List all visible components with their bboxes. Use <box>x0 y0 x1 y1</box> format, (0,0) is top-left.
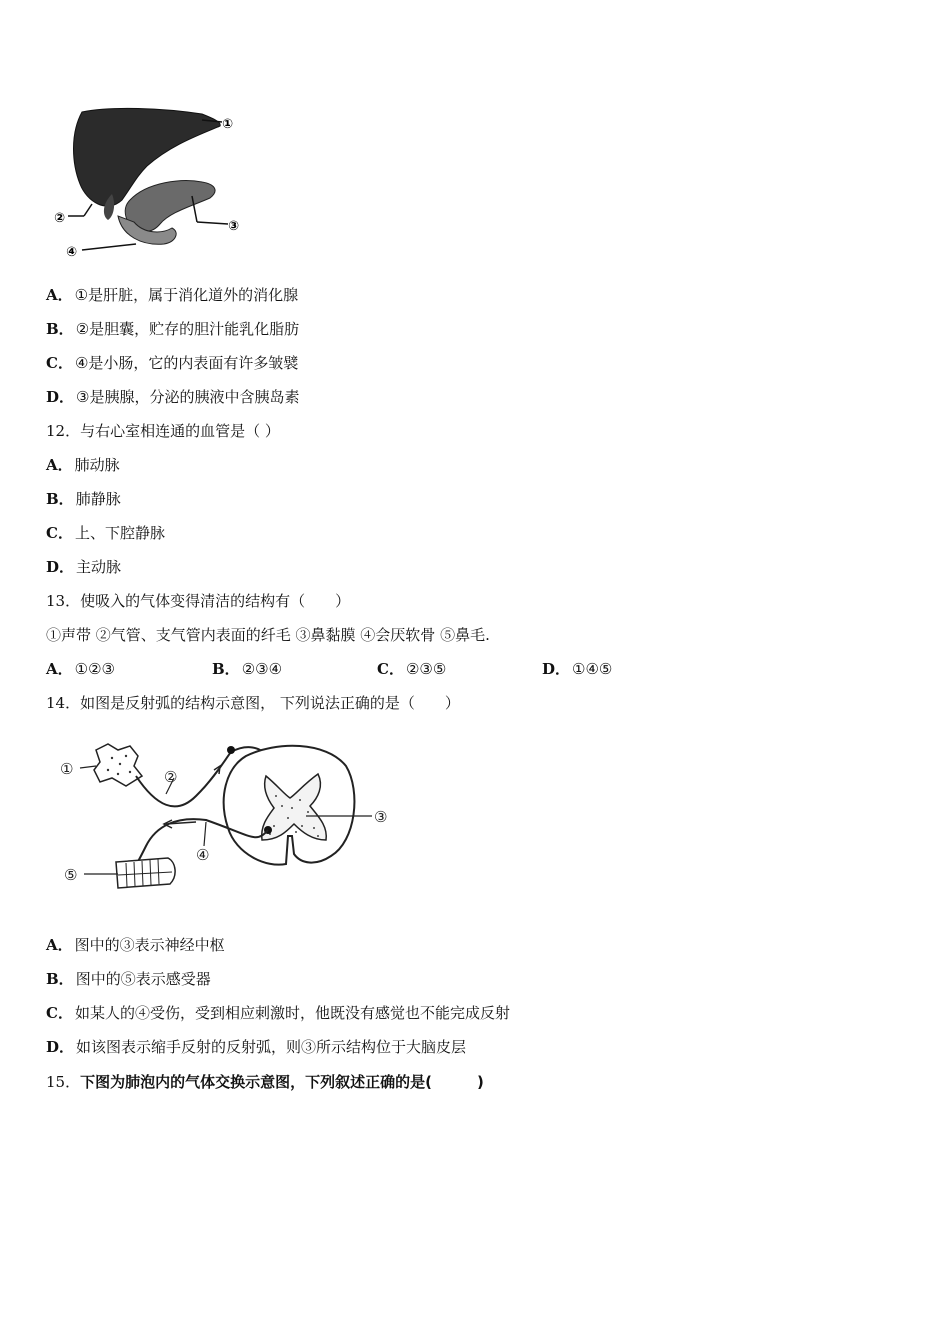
receptor-shape <box>94 744 142 786</box>
label-5: ⑤ <box>64 866 78 884</box>
option-letter: A． <box>46 936 73 954</box>
option-text: ④是小肠，它的内表面有许多皱襞 <box>74 354 299 372</box>
label-3: ③ <box>374 808 388 826</box>
option-letter: A． <box>46 660 73 678</box>
option-text: 上、下腔静脉 <box>74 524 165 542</box>
option-letter: C． <box>46 1004 73 1022</box>
option-letter: B． <box>46 320 74 338</box>
q13-items: ①声带 ②气管、支气管内表面的纤毛 ③鼻黏膜 ④会厌软骨 ⑤鼻毛. <box>46 626 490 644</box>
option-letter: C． <box>46 524 73 542</box>
q14-option-c <box>46 1003 510 1023</box>
q12-option-d <box>46 557 121 577</box>
option-text: 肺静脉 <box>75 490 121 508</box>
label-4: ④ <box>66 245 78 260</box>
option-letter: D． <box>46 558 75 576</box>
option-text: ③是胰腺，分泌的胰液中含胰岛素 <box>76 388 300 406</box>
label-2: ② <box>164 768 178 786</box>
option-letter: A． <box>46 286 73 304</box>
option-letter: B． <box>46 490 74 508</box>
option-letter: A． <box>46 456 73 474</box>
q12-option-b <box>46 489 121 509</box>
q13-stem: 13．使吸入的气体变得清洁的结构有（ ） <box>46 592 351 610</box>
q13-option-a <box>46 659 115 679</box>
q11-option-a <box>46 285 298 305</box>
q14-option-a <box>46 935 225 955</box>
q12-option-c <box>46 523 165 543</box>
option-text: ②是胆囊，贮存的胆汁能乳化脂肪 <box>75 320 300 338</box>
option-text: ②③④ <box>241 660 283 678</box>
q13-option-c <box>377 659 446 679</box>
option-text: ①④⑤ <box>572 660 613 678</box>
q13-option-d <box>542 659 612 679</box>
option-letter: C． <box>46 354 73 372</box>
q14-option-d <box>46 1037 466 1057</box>
reflex-arc-diagram <box>56 736 400 906</box>
q11-option-b <box>46 319 299 339</box>
q12-option-a <box>46 455 120 475</box>
option-letter: D． <box>542 660 571 678</box>
option-text: 图中的③表示神经中枢 <box>74 936 225 954</box>
q11-option-d <box>46 387 299 407</box>
option-letter: D． <box>46 388 75 406</box>
label-1: ① <box>222 117 234 132</box>
pancreas-shape <box>125 181 215 232</box>
option-text: 肺动脉 <box>74 456 120 474</box>
q15-stem: 下图为肺泡内的气体交换示意图，下列叙述正确的是( ) <box>80 1073 484 1091</box>
option-text: ②③⑤ <box>405 660 447 678</box>
option-letter: B． <box>46 970 74 988</box>
option-text: 主动脉 <box>76 558 122 576</box>
label-2: ② <box>54 211 66 226</box>
q13-option-b <box>212 659 282 679</box>
option-text: 如该图表示缩手反射的反射弧，则③所示结构位于大脑皮层 <box>76 1038 467 1056</box>
label-3: ③ <box>228 219 240 234</box>
q15-number: 15． <box>46 1073 81 1091</box>
option-text: ①②③ <box>74 660 115 678</box>
option-text: 如某人的④受伤，受到相应刺激时，他既没有感觉也不能完成反射 <box>74 1004 510 1022</box>
label-1: ① <box>60 760 74 778</box>
q11-option-c <box>46 353 298 373</box>
option-letter: D． <box>46 1038 75 1056</box>
q14-option-b <box>46 969 211 989</box>
option-text: ①是肝脏，属于消化道外的消化腺 <box>74 286 299 304</box>
option-letter: B． <box>212 660 240 678</box>
q15-stem-line <box>46 1072 484 1092</box>
label-4: ④ <box>196 846 210 864</box>
q12-stem: 12．与右心室相连通的血管是（ ） <box>46 422 280 440</box>
liver-pancreas-diagram <box>52 104 252 264</box>
option-text: 图中的⑤表示感受器 <box>75 970 211 988</box>
q14-stem: 14．如图是反射弧的结构示意图， 下列说法正确的是（ ） <box>46 694 460 712</box>
option-letter: C． <box>377 660 404 678</box>
